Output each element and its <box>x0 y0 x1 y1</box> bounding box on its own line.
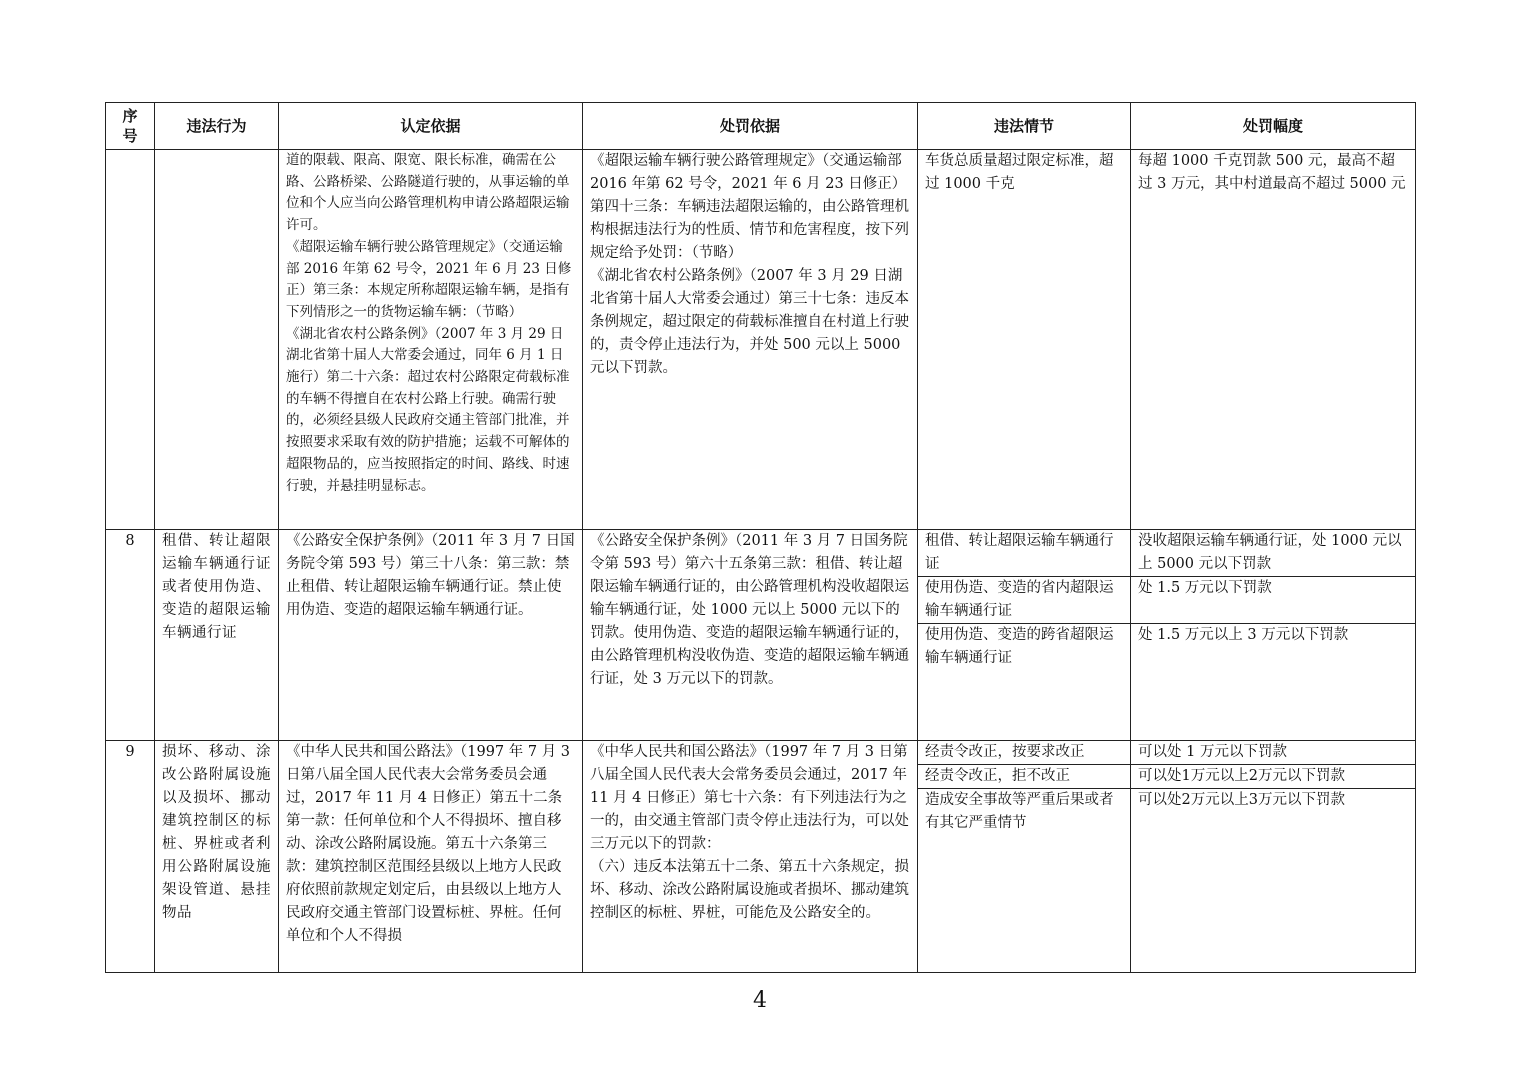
header-range: 处罚幅度 <box>1131 103 1416 150</box>
penalty-basis-paragraph: （六）违反本法第五十二条、第五十六条规定，损坏、移动、涂改公路附属设施或者损坏、挪动建筑控制区的标桩、界桩，可能危及公路安全的。 <box>590 859 909 921</box>
header-act: 违法行为 <box>155 103 279 150</box>
basis-paragraph: 《湖北省农村公路条例》（2007 年 3 月 29 日湖北省第十届人大常委会通过，同年 6 月 1 日施行）第二十六条：超过农村公路限定荷载标准的车辆不得擅自在农村公路上行驶。确需行驶的，必须经县级人民政府交通主管部门批准，并按照要求采取有效的防护措施；运载不可解体的超限物品的，应当按照指定的时间、路线、时速行驶，并悬挂明显标志。 <box>286 325 570 494</box>
row-cont-range-cell: 每超 1000 千克罚款 500 元，最高不超过 3 万元，其中村道最高不超过 5000 元 <box>1131 150 1416 530</box>
row-cont-basis-cell <box>279 150 583 530</box>
row-cont-penalty-basis-cell <box>583 150 918 530</box>
row9-circumstance-1: 经责令改正，按要求改正 <box>918 741 1131 765</box>
page-number: 4 <box>753 988 767 1013</box>
row8-no-cell: 8 <box>106 530 155 741</box>
regulation-table <box>105 102 1416 973</box>
row-cont-act-cell <box>155 150 279 530</box>
penalty-basis-paragraph: 《超限运输车辆行驶公路管理规定》（交通运输部 2016 年第 62 号令，2021 年 6 月 23 日修正）第四十三条：车辆违法超限运输的，由公路管理机构根据违法行为的性质、情节和危害程度，按下列规定给予处罚：（节略） <box>590 153 909 261</box>
header-basis: 认定依据 <box>279 103 583 150</box>
header-no <box>106 103 155 150</box>
table-row <box>106 150 1416 530</box>
table-row <box>106 741 1416 765</box>
row9-range-1: 可以处 1 万元以下罚款 <box>1131 741 1416 765</box>
row8-circumstance-1: 租借、转让超限运输车辆通行证 <box>918 530 1131 577</box>
row8-circumstance-3: 使用伪造、变造的跨省超限运输车辆通行证 <box>918 624 1131 741</box>
row8-circumstance-2: 使用伪造、变造的省内超限运输车辆通行证 <box>918 577 1131 624</box>
row-cont-no-cell <box>106 150 155 530</box>
header-penalty-basis: 处罚依据 <box>583 103 918 150</box>
row9-circumstance-2: 经责令改正，拒不改正 <box>918 765 1131 789</box>
header-circumstance: 违法情节 <box>918 103 1131 150</box>
row9-penalty-basis-cell <box>583 741 918 973</box>
row9-no-cell: 9 <box>106 741 155 973</box>
row9-range-3: 可以处2万元以上3万元以下罚款 <box>1131 789 1416 973</box>
row-cont-circumstance-cell: 车货总质量超过限定标准，超过 1000 千克 <box>918 150 1131 530</box>
row8-range-1: 没收超限运输车辆通行证，处 1000 元以上 5000 元以下罚款 <box>1131 530 1416 577</box>
row8-act-cell: 租借、转让超限运输车辆通行证或者使用伪造、变造的超限运输车辆通行证 <box>155 530 279 741</box>
row9-act-cell: 损坏、移动、涂改公路附属设施以及损坏、挪动建筑控制区的标桩、界桩或者利用公路附属设施架设管道、悬挂物品 <box>155 741 279 973</box>
row8-range-2: 处 1.5 万元以下罚款 <box>1131 577 1416 624</box>
penalty-basis-paragraph: 《中华人民共和国公路法》（1997 年 7 月 3 日第八届全国人民代表大会常务委员会通过，2017 年 11 月 4 日修正）第七十六条：有下列违法行为之一的，由交通主管部门责令停止违法行为，可以处三万元以下的罚款： <box>590 744 909 852</box>
row8-penalty-basis-cell: 《公路安全保护条例》（2011 年 3 月 7 日国务院令第 593 号）第六十五条第三款：租借、转让超限运输车辆通行证的，由公路管理机构没收超限运输车辆通行证，处 1000 元以上 5000 元以下的罚款。使用伪造、变造的超限运输车辆通行证的，由公路管理机构没收伪造、变造的超限运输车辆通行证，处 3 万元以下的罚款。 <box>583 530 918 741</box>
row9-range-2: 可以处1万元以上2万元以下罚款 <box>1131 765 1416 789</box>
row8-range-3: 处 1.5 万元以上 3 万元以下罚款 <box>1131 624 1416 741</box>
penalty-basis-paragraph: 《湖北省农村公路条例》（2007 年 3 月 29 日湖北省第十届人大常委会通过）第三十七条：违反本条例规定，超过限定的荷载标准擅自在村道上行驶的，责令停止违法行为，并处 500 元以上 5000 元以下罚款。 <box>590 268 909 376</box>
basis-paragraph: 道的限载、限高、限宽、限长标准，确需在公路、公路桥梁、公路隧道行驶的，从事运输的单位和个人应当向公路管理机构申请公路超限运输许可。 <box>286 152 570 234</box>
table-header-row <box>106 103 1416 150</box>
table-row <box>106 530 1416 577</box>
row9-basis-cell: 《中华人民共和国公路法》（1997 年 7 月 3 日第八届全国人民代表大会常务委员会通过，2017 年 11 月 4 日修正）第五十二条第一款：任何单位和个人不得损坏、擅自移动、涂改公路附属设施。第五十六条第三款：建筑控制区范围经县级以上地方人民政府依照前款规定划定后，由县级以上地方人民政府交通主管部门设置标桩、界桩。任何单位和个人不得损 <box>279 741 583 973</box>
header-no-label: 序号 <box>122 107 138 145</box>
row8-basis-cell: 《公路安全保护条例》（2011 年 3 月 7 日国务院令第 593 号）第三十八条：第三款：禁止租借、转让超限运输车辆通行证。禁止使用伪造、变造的超限运输车辆通行证。 <box>279 530 583 741</box>
row9-circumstance-3: 造成安全事故等严重后果或者有其它严重情节 <box>918 789 1131 973</box>
basis-paragraph: 《超限运输车辆行驶公路管理规定》（交通运输部 2016 年第 62 号令，2021 年 6 月 23 日修正）第三条：本规定所称超限运输车辆，是指有下列情形之一的货物运输车辆：（节略） <box>286 238 572 320</box>
